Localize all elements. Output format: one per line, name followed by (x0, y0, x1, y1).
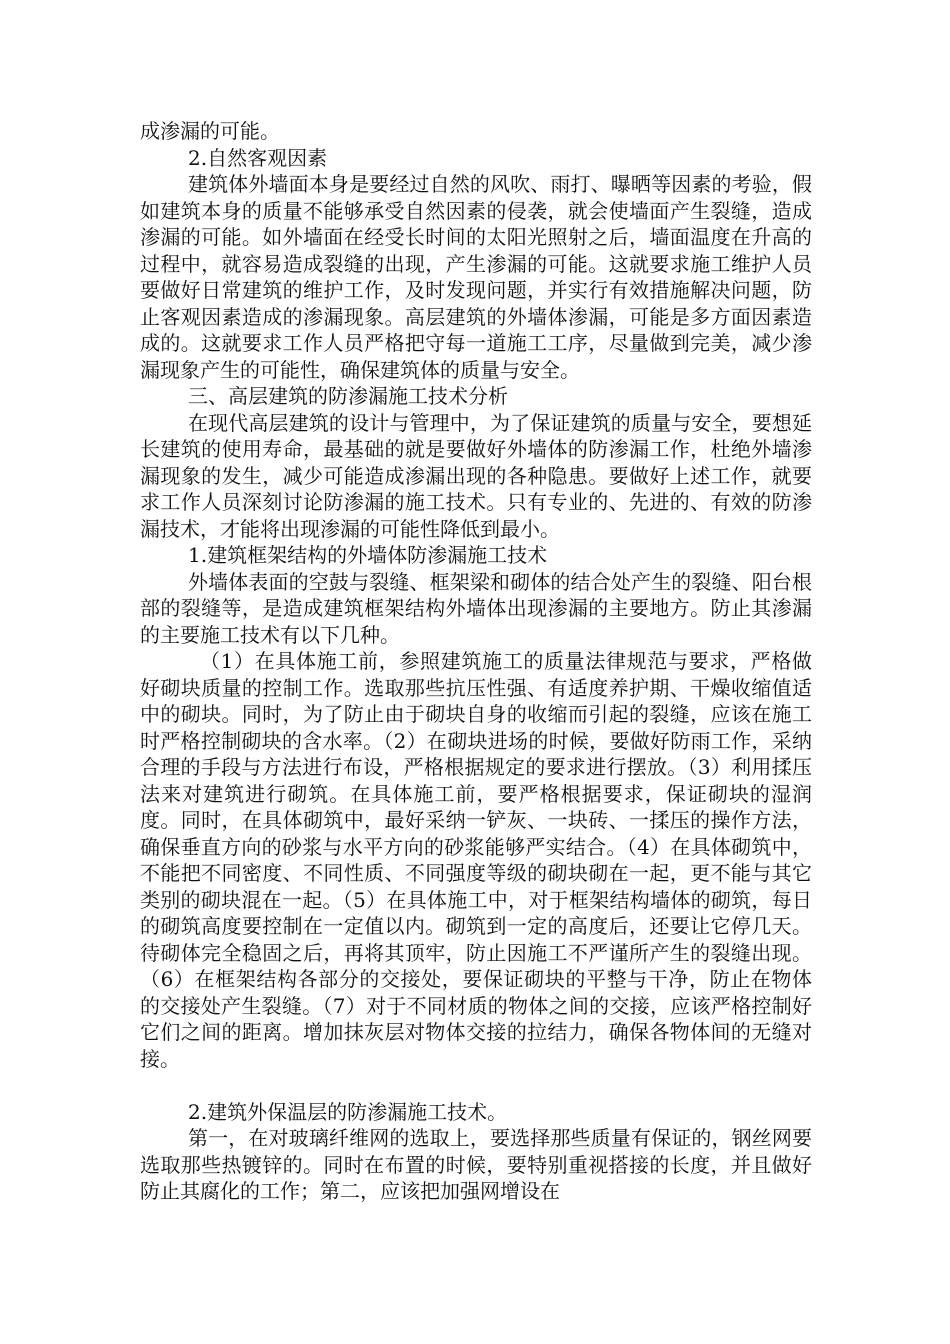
subheading-insulation-layer: 2.建筑外保温层的防渗漏施工技术。 (188, 1099, 508, 1124)
section-heading-techniques: 三、高层建筑的防渗漏施工技术分析 (188, 384, 508, 408)
paragraph-frame-measures: （1）在具体施工前，参照建筑施工的质量法律规范与要求，严格做好砌块质量的控制工作。选取那些抗压性强、有适度养护期、干燥收缩值适中的砌块。同时，为了防止由于砌块自身的收缩而引起的裂缝，应该在施工时严格控制砌块的含水率。（2）在砌块进场的时候，要做好防雨工作，采纳合理的手段与方法进行布设，严格根据规定的要求进行摆放。（3）利用揉压法来对建筑进行砌筑。在具体施工前，要严格根据要求，保证砌块的湿润度。同时，在具体砌筑中，最好采纳一铲灰、一块砖、一揉压的操作方法，确保垂直方向的砂浆与水平方向的砂浆能够严实结合。（4）在具体砌筑中，不能把不同密度、不同性质、不同强度等级的砌块砌在一起，更不能与其它类别的砌块混在一起。（5）在具体施工中，对于框架结构墙体的砌筑，每日的砌筑高度要控制在一定值以内。砌筑到一定的高度后，还要让它停几天。待砌体完全稳固之后，再将其顶牢，防止因施工不严谨所产生的裂缝出现。（6）在框架结构各部分的交接处，要保证砌块的平整与干净，防止在物体的交接处产生裂缝。（7）对于不同材质的物体之间的交接，应该严格控制好它们之间的距离。增加抹灰层对物体交接的拉结力，确保各物体间的无缝对接。 (140, 649, 812, 1071)
subheading-frame-structure: 1.建筑框架结构的外墙体防渗漏施工技术 (188, 543, 548, 567)
paragraph-continuation: 成渗漏的可能。 (140, 119, 280, 143)
document-body (140, 118, 812, 1205)
paragraph-insulation-layer: 第一，在对玻璃纤维网的选取上，要选择那些质量有保证的，钢丝网要选取那些热镀锌的。同时在布置的时候，要特别重视搭接的长度，并且做好防止其腐化的工作；第二，应该把加强网增设在 (140, 1126, 812, 1203)
paragraph-frame-structure: 外墙体表面的空鼓与裂缝、框架梁和砌体的结合处产生的裂缝、阳台根部的裂缝等，是造成建筑框架结构外墙体出现渗漏的主要地方。防止其渗漏的主要施工技术有以下几种。 (140, 569, 812, 647)
paragraph-natural-factors: 建筑体外墙面本身是要经过自然的风吹、雨打、曝晒等因素的考验，假如建筑本身的质量不能够承受自然因素的侵袭，就会使墙面产生裂缝，造成渗漏的可能。如外墙面在经受长时间的太阳光照射之后，墙面温度在升高的过程中，就容易造成裂缝的出现，产生渗漏的可能。这就要求施工维护人员要做好日常建筑的维护工作，及时发现问题，并实行有效措施解决问题，防止客观因素造成的渗漏现象。高层建筑的外墙体渗漏，可能是多方面因素造成的。这就要求工作人员严格把守每一道施工工序，尽量做到完美，减少渗漏现象产生的可能性，确保建筑体的质量与安全。 (140, 172, 812, 382)
blank-line (140, 1072, 812, 1099)
paragraph-techniques-intro: 在现代高层建筑的设计与管理中，为了保证建筑的质量与安全，要想延长建筑的使用寿命，最基础的就是要做好外墙体的防渗漏工作，杜绝外墙渗漏现象的发生，减少可能造成渗漏出现的各种隐患。要做好上述工作，就要求工作人员深刻讨论防渗漏的施工技术。只有专业的、先进的、有效的防渗漏技术，才能将出现渗漏的可能性降低到最小。 (140, 410, 812, 541)
subheading-natural-factors: 2.自然客观因素 (188, 145, 328, 170)
